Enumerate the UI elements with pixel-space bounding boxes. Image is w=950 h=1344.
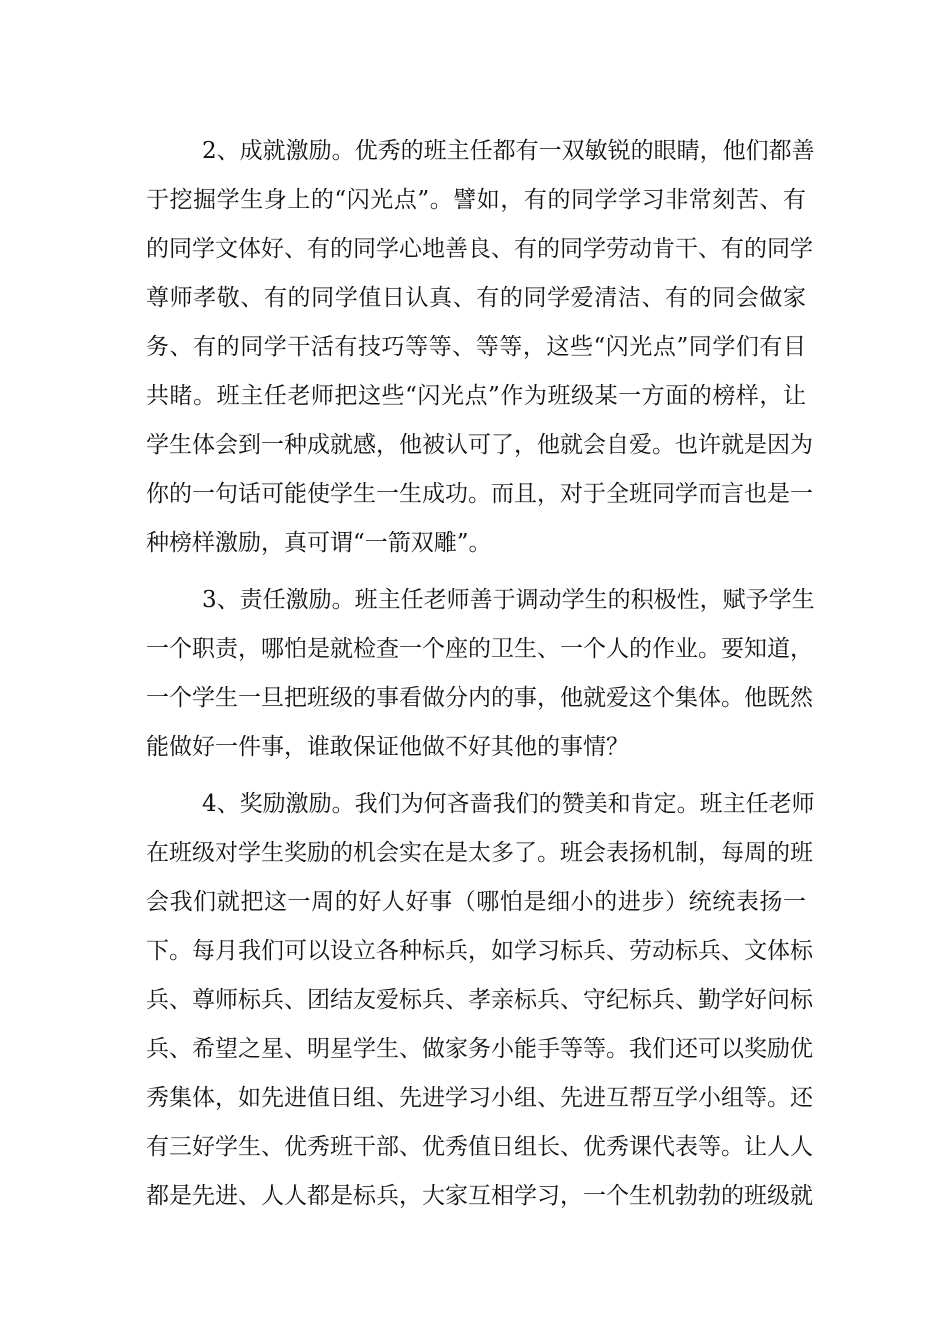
paragraph-2-line-7: 学生体会到一种成就感，他被认可了，他就会自爱。也许就是因为 bbox=[146, 432, 813, 458]
paragraph-4-line-9: 都是先进、人人都是标兵，大家互相学习，一个生机勃勃的班级就 bbox=[146, 1183, 813, 1209]
paragraph-4-line-4: 下。每月我们可以设立各种标兵，如学习标兵、劳动标兵、文体标 bbox=[146, 938, 813, 964]
paragraph-2-line-1: 2、成就激励。优秀的班主任都有一双敏锐的眼睛，他们都善 bbox=[202, 138, 815, 164]
paragraph-4-line-7: 秀集体，如先进值日组、先进学习小组、先进互帮互学小组等。还 bbox=[146, 1085, 813, 1111]
paragraph-4-line-6: 兵、希望之星、明星学生、做家务小能手等等。我们还可以奖励优 bbox=[146, 1036, 813, 1062]
paragraph-2-line-8: 你的一句话可能使学生一生成功。而且，对于全班同学而言也是一 bbox=[146, 481, 813, 507]
paragraph-3-line-2: 一个职责，哪怕是就检查一个座的卫生、一个人的作业。要知道， bbox=[146, 636, 813, 662]
paragraph-4-line-8: 有三好学生、优秀班干部、优秀值日组长、优秀课代表等。让人人 bbox=[146, 1134, 813, 1160]
paragraph-2-line-2: 于挖掘学生身上的“闪光点”。譬如，有的同学学习非常刻苦、有 bbox=[146, 187, 806, 213]
paragraph-3-line-4: 能做好一件事，谁敢保证他做不好其他的事情？ bbox=[146, 734, 629, 760]
paragraph-4-line-2: 在班级对学生奖励的机会实在是太多了。班会表扬机制，每周的班 bbox=[146, 840, 813, 866]
paragraph-3-line-1: 3、责任激励。班主任老师善于调动学生的积极性，赋予学生 bbox=[202, 587, 815, 613]
paragraph-4-line-1: 4、奖励激励。我们为何吝啬我们的赞美和肯定。班主任老师 bbox=[202, 791, 815, 817]
paragraph-4-line-5: 兵、尊师标兵、团结友爱标兵、孝亲标兵、守纪标兵、勤学好问标 bbox=[146, 987, 813, 1013]
paragraph-3-line-3: 一个学生一旦把班级的事看做分内的事，他就爱这个集体。他既然 bbox=[146, 685, 813, 711]
paragraph-2-line-4: 尊师孝敬、有的同学值日认真、有的同学爱清洁、有的同会做家 bbox=[146, 285, 806, 311]
paragraph-2-line-6: 共睹。班主任老师把这些“闪光点”作为班级某一方面的榜样，让 bbox=[146, 383, 806, 409]
paragraph-4-line-3: 会我们就把这一周的好人好事（哪怕是细小的进步）统统表扬一 bbox=[146, 889, 806, 915]
paragraph-2-line-5: 务、有的同学干活有技巧等等、等等，这些“闪光点”同学们有目 bbox=[146, 334, 806, 360]
paragraph-2-line-3: 的同学文体好、有的同学心地善良、有的同学劳动肯干、有的同学 bbox=[146, 236, 813, 262]
paragraph-2-line-9: 种榜样激励，真可谓“一箭双雕”。 bbox=[146, 530, 492, 556]
